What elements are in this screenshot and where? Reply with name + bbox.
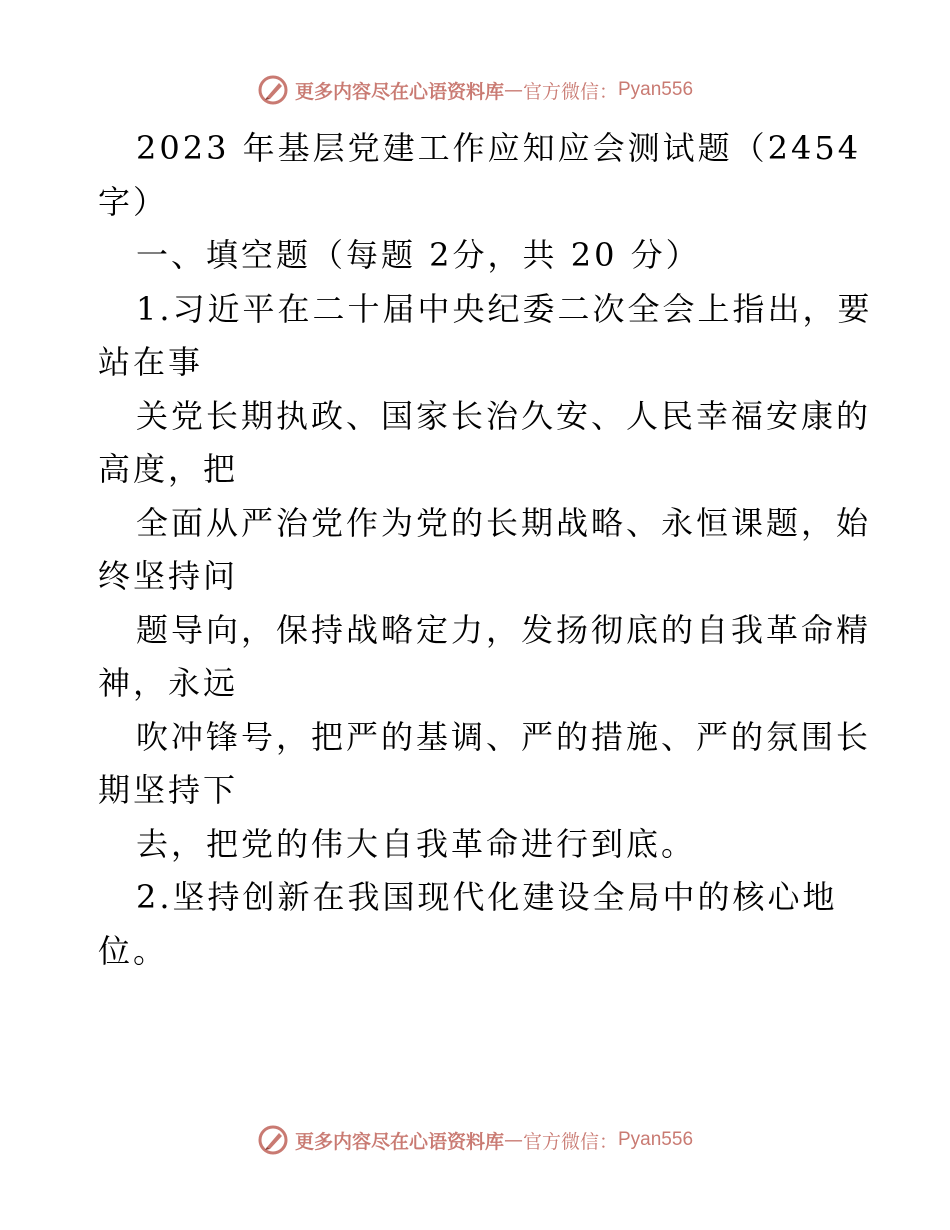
paragraph-line: 去，把党的伟大自我革命进行到底。 bbox=[136, 824, 697, 863]
watermark-banner-bottom bbox=[0, 1120, 950, 1160]
pen-circle-logo-icon bbox=[257, 1124, 289, 1156]
paragraph-line: 神，永远 bbox=[98, 664, 239, 702]
paragraph-line: 期坚持下 bbox=[98, 771, 239, 809]
document-body bbox=[98, 122, 873, 978]
paragraph-line: 题导向，保持战略定力，发扬彻底的自我革命精 bbox=[136, 610, 872, 649]
banner-wechat-id: Pyan556 bbox=[618, 79, 694, 100]
document-title-line-1: 2023 年基层党建工作应知应会测试题（2454 bbox=[136, 129, 862, 167]
document-title-line-2: 字） bbox=[98, 182, 169, 221]
paragraph-line: 位。 bbox=[98, 931, 169, 970]
banner-separator: — bbox=[503, 1129, 523, 1151]
banner-wechat-id: Pyan556 bbox=[618, 1129, 694, 1150]
pen-circle-logo-icon bbox=[257, 74, 289, 106]
section-heading: 一、填空题（每题 2分，共 20 分） bbox=[136, 236, 701, 274]
paragraph-line: 全面从严治党作为党的长期战略、永恒课题，始 bbox=[136, 503, 872, 542]
paragraph-line: 高度，把 bbox=[98, 450, 239, 488]
banner-wechat-label: 官方微信： bbox=[522, 80, 618, 103]
banner-separator: — bbox=[503, 79, 523, 101]
paragraph-line: 终坚持问 bbox=[98, 557, 239, 595]
paragraph-line: 2.坚持创新在我国现代化建设全局中的核心地 bbox=[136, 878, 838, 916]
banner-text: 更多内容尽在心语资料库 bbox=[294, 80, 504, 103]
watermark-banner-top bbox=[0, 70, 950, 110]
banner-text: 更多内容尽在心语资料库 bbox=[294, 1130, 504, 1153]
paragraph-line: 1.习近平在二十届中央纪委二次全会上指出，要 bbox=[136, 289, 873, 328]
paragraph-line: 站在事 bbox=[98, 343, 204, 381]
paragraph-line: 关党长期执政、国家长治久安、人民幸福安康的 bbox=[136, 396, 872, 435]
banner-wechat-label: 官方微信： bbox=[522, 1130, 618, 1153]
paragraph-line: 吹冲锋号，把严的基调、严的措施、严的氛围长 bbox=[136, 717, 872, 756]
